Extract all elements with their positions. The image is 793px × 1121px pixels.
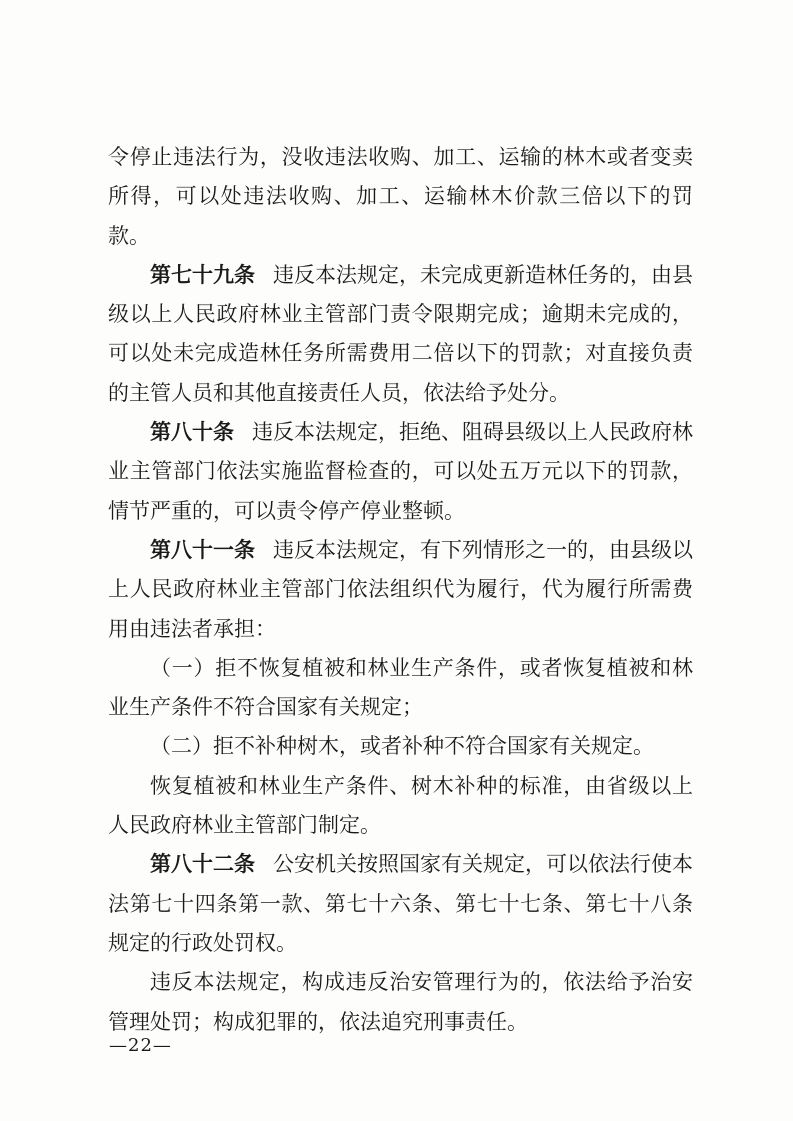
paragraph-text: 违反本法规定，构成违反治安管理行为的，依法给予治安管理处罚；构成犯罪的，依法追究刑事责任。 — [108, 970, 693, 1034]
paragraph-article-79 — [108, 256, 693, 413]
paragraph-continuation — [108, 138, 693, 256]
paragraph-text: 违反本法规定，未完成更新造林任务的，由县级以上人民政府林业主管部门责令限期完成；逾期未完成的，可以处未完成造林任务所需费用二倍以下的罚款；对直接负责的主管人员和其他直接责任人员，依法给予处分。 — [108, 262, 693, 405]
paragraph-text: （一）拒不恢复植被和林业生产条件，或者恢复植被和林业生产条件不符合国家有关规定； — [108, 655, 693, 720]
paragraph-penalty — [108, 963, 693, 1042]
paragraph-item-2 — [108, 727, 693, 766]
paragraph-text: 违反本法规定，拒绝、阻碍县级以上人民政府林业主管部门依法实施监督检查的，可以处五万元以下的罚款，情节严重的，可以责令停产停业整顿。 — [108, 420, 693, 523]
document-body — [108, 138, 693, 1042]
paragraph-article-81 — [108, 531, 693, 649]
page-number: —22— — [109, 1035, 172, 1056]
paragraph-item-1 — [108, 649, 693, 728]
article-heading: 第八十条 — [150, 420, 234, 445]
article-heading: 第七十九条 — [150, 262, 255, 287]
paragraph-standards — [108, 767, 693, 846]
article-heading: 第八十一条 — [150, 537, 255, 562]
paragraph-text: 违反本法规定，有下列情形之一的，由县级以上人民政府林业主管部门依法组织代为履行，代为履行所需费用由违法者承担： — [108, 537, 693, 641]
paragraph-article-82 — [108, 845, 693, 963]
paragraph-text: 恢复植被和林业生产条件、树木补种的标准，由省级以上人民政府林业主管部门制定。 — [108, 773, 693, 838]
paragraph-text: （二）拒不补种树木，或者补种不符合国家有关规定。 — [150, 734, 654, 759]
paragraph-text: 公安机关按照国家有关规定，可以依法行使本法第七十四条第一款、第七十六条、第七十七条、第七十八条规定的行政处罚权。 — [108, 852, 693, 955]
paragraph-article-80 — [108, 413, 693, 531]
paragraph-text: 令停止违法行为，没收违法收购、加工、运输的林木或者变卖所得，可以处违法收购、加工、运输林木价款三倍以下的罚款。 — [108, 145, 693, 248]
article-heading: 第八十二条 — [150, 852, 255, 877]
